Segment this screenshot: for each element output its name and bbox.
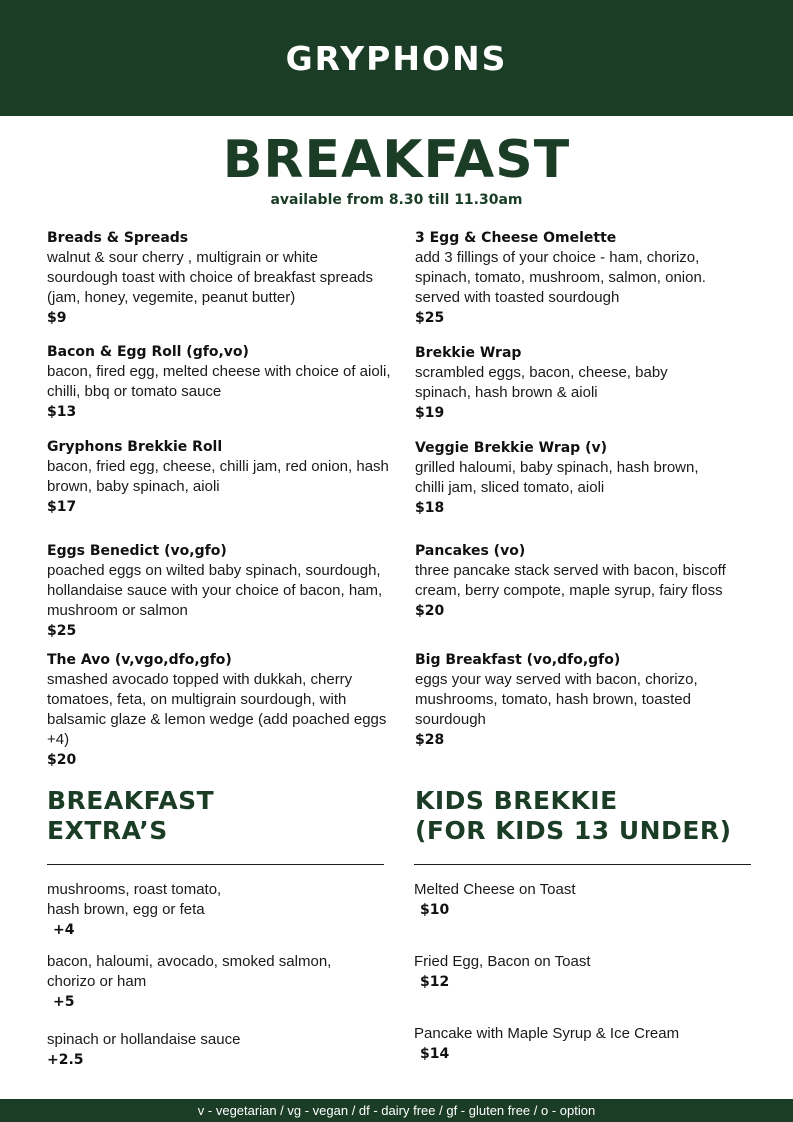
extra-item-description: mushrooms, roast tomato, hash brown, egg or feta xyxy=(47,881,222,918)
kids-heading-line1: KIDS BREKKIE xyxy=(415,786,618,815)
dietary-legend-footer xyxy=(0,1099,793,1122)
menu-item-name: Breads & Spreads xyxy=(47,230,189,246)
extra-item-price: +2.5 xyxy=(47,1052,84,1068)
menu-item-description: smashed avocado topped with dukkah, cherry tomatoes, feta, on multigrain sourdough, with balsamic glaze & lemon wedge (add poached eggs +4) xyxy=(47,671,387,748)
menu-item-name: Big Breakfast (vo,dfo,gfo) xyxy=(415,652,621,668)
extras-heading-line1: BREAKFAST xyxy=(47,786,215,815)
menu-item-price: $17 xyxy=(47,499,77,515)
page-title: BREAKFAST xyxy=(222,130,571,190)
menu-item xyxy=(47,228,392,328)
menu-item-price: $20 xyxy=(47,752,77,768)
kids-item xyxy=(414,952,744,992)
menu-item-name: 3 Egg & Cheese Omelette xyxy=(415,230,617,246)
kids-item-price: $14 xyxy=(420,1046,450,1062)
extra-item-price: +5 xyxy=(53,994,75,1010)
menu-item-description: eggs your way served with bacon, chorizo, mushrooms, tomato, hash brown, toasted sourdough xyxy=(415,671,698,728)
kids-item-description: Fried Egg, Bacon on Toast xyxy=(414,953,591,970)
menu-item-description: bacon, fired egg, melted cheese with choice of aioli, chilli, bbq or tomato sauce xyxy=(47,363,391,400)
menu-item-name: Veggie Brekkie Wrap (v) xyxy=(415,440,608,456)
kids-divider xyxy=(414,864,751,865)
menu-item xyxy=(47,342,392,422)
extras-heading-line2: EXTRA’S xyxy=(47,816,168,845)
dietary-legend: v - vegetarian / vg - vegan / df - dairy free / gf - gluten free / o - option xyxy=(197,1102,596,1118)
menu-item xyxy=(415,438,715,518)
menu-item-price: $19 xyxy=(415,405,445,421)
availability-note: available from 8.30 till 11.30am xyxy=(270,192,523,208)
menu-item-name: Pancakes (vo) xyxy=(415,543,526,559)
menu-item-name: The Avo (v,vgo,dfo,gfo) xyxy=(47,652,232,668)
menu-item xyxy=(47,541,392,641)
menu-item xyxy=(415,650,735,750)
menu-item-description: walnut & sour cherry , multigrain or white sourdough toast with choice of breakfast spreads (jam, honey, vegemite, peanut butter) xyxy=(47,249,374,306)
menu-item-description: bacon, fried egg, cheese, chilli jam, red onion, hash brown, baby spinach, aioli xyxy=(47,458,389,495)
menu-item-name: Eggs Benedict (vo,gfo) xyxy=(47,543,227,559)
menu-item-description: scrambled eggs, bacon, cheese, baby spinach, hash brown & aioli xyxy=(415,364,668,401)
kids-heading-line2: (FOR KIDS 13 UNDER) xyxy=(415,816,732,845)
menu-item xyxy=(415,541,745,621)
extra-item xyxy=(47,880,377,940)
kids-item xyxy=(414,1024,744,1064)
extra-item-price: +4 xyxy=(53,922,75,938)
menu-item-price: $20 xyxy=(415,603,445,619)
extra-item-description: bacon, haloumi, avocado, smoked salmon, chorizo or ham xyxy=(47,953,332,990)
menu-item xyxy=(47,650,392,770)
kids-item-price: $10 xyxy=(420,902,450,918)
extra-item xyxy=(47,1030,377,1070)
menu-item-name: Gryphons Brekkie Roll xyxy=(47,439,223,455)
kids-item-description: Melted Cheese on Toast xyxy=(414,881,576,898)
kids-item-price: $12 xyxy=(420,974,450,990)
menu-item-price: $18 xyxy=(415,500,445,516)
menu-item xyxy=(47,437,392,517)
extra-item xyxy=(47,952,377,1012)
header-banner xyxy=(0,0,793,116)
kids-item-description: Pancake with Maple Syrup & Ice Cream xyxy=(414,1025,680,1042)
menu-item-name: Brekkie Wrap xyxy=(415,345,522,361)
menu-item-price: $28 xyxy=(415,732,445,748)
menu-item-description: grilled haloumi, baby spinach, hash brown, chilli jam, sliced tomato, aioli xyxy=(415,459,699,496)
menu-item xyxy=(415,228,745,328)
menu-item-description: add 3 fillings of your choice - ham, chorizo, spinach, tomato, mushroom, salmon, onion. served with toasted sourdough xyxy=(415,249,706,306)
extras-divider xyxy=(47,864,384,865)
kids-heading xyxy=(415,786,732,846)
extra-item-description: spinach or hollandaise sauce xyxy=(47,1031,241,1048)
menu-item-description: poached eggs on wilted baby spinach, sourdough, hollandaise sauce with your choice of bacon, ham, mushroom or salmon xyxy=(47,562,383,619)
kids-item xyxy=(414,880,744,920)
brand-name: GRYPHONS xyxy=(285,38,508,78)
menu-item-price: $25 xyxy=(47,623,77,639)
menu-item-price: $25 xyxy=(415,310,445,326)
extras-heading xyxy=(47,786,214,846)
menu-item-price: $9 xyxy=(47,310,67,326)
menu-item-description: three pancake stack served with bacon, biscoff cream, berry compote, maple syrup, fairy floss xyxy=(415,562,726,599)
menu-item xyxy=(415,343,715,423)
menu-item-name: Bacon & Egg Roll (gfo,vo) xyxy=(47,344,249,360)
menu-item-price: $13 xyxy=(47,404,77,420)
